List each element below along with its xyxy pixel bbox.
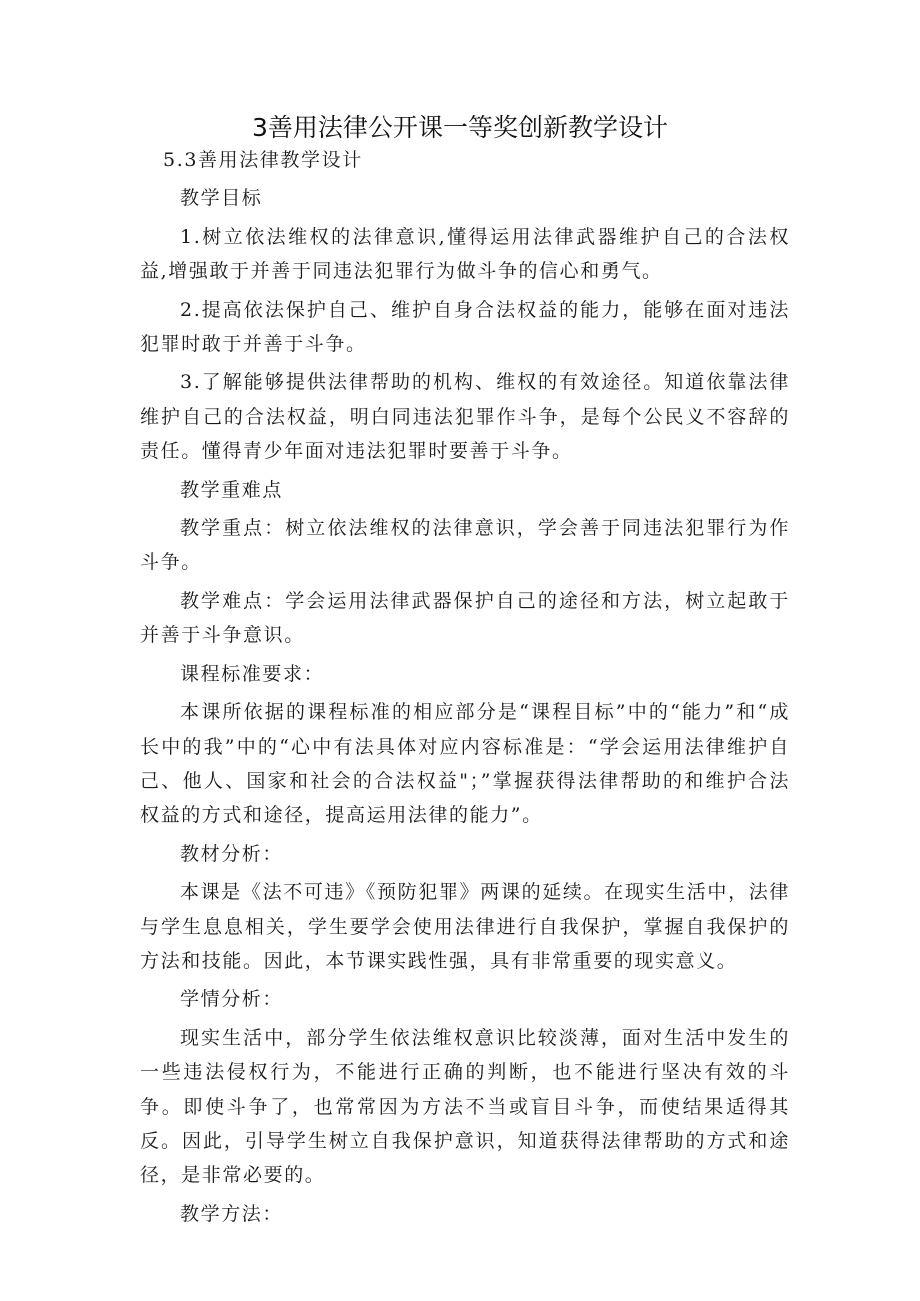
textbook-heading: 教材分析： <box>180 842 284 865</box>
textbook-text: 本课是《法不可违》《预防犯罪》两课的延续。在现实生活中，法律与学生息息相关，学生要学会使用法律进行自我保护，掌握自我保护的方法和技能。因此，本节课实践性强，具有非常重要的现实意义。 <box>140 881 790 972</box>
students-text: 现实生活中，部分学生依法维权意识比较淡薄，面对生活中发生的一些违法侵权行为，不能进行正确的判断，也不能进行坚决有效的斗争。即使斗争了，也常常因为方法不当或盲目斗争，而使结果适得其反。因此，引导学生树立自我保护意识，知道获得法律帮助的方式和途径，是非常必要的。 <box>140 1026 790 1187</box>
objective-3: 3.了解能够提供法律帮助的机构、维权的有效途径。知道依靠法律维护自己的合法权益，明白同违法犯罪作斗争，是每个公民义不容辞的责任。懂得青少年面对违法犯罪时要善于斗争。 <box>140 371 790 463</box>
objective-1: 1.树立依法维权的法律意识,懂得运用法律武器维护自己的合法权益,增强敢于并善于同违法犯罪行为做斗争的信心和勇气。 <box>140 225 790 283</box>
standards-heading: 课程标准要求： <box>180 662 325 685</box>
document-subtitle: 5.3善用法律教学设计 <box>163 149 363 171</box>
methods-heading: 教学方法： <box>180 1202 284 1225</box>
key-points-heading: 教学重难点 <box>180 478 284 501</box>
difficult-point: 教学难点：学会运用法律武器保护自己的途径和方法，树立起敢于并善于斗争意识。 <box>140 589 790 647</box>
students-heading: 学情分析： <box>180 988 284 1011</box>
key-point: 教学重点：树立依法维权的法律意识，学会善于同违法犯罪行为作斗争。 <box>140 517 790 574</box>
document-body <box>140 143 790 1231</box>
document-title: 3善用法律公开课一等奖创新教学设计 <box>252 113 668 142</box>
standards-text: 本课所依据的课程标准的相应部分是“课程目标”中的“能力”和“成长中的我”中的“心中有法具体对应内容标准是：“学会运用法律维护自己、他人、国家和社会的合法权益"；”掌握获得法律帮助的和维护合法权益的方式和途径，提高运用法律的能力”。 <box>140 701 790 827</box>
objective-2: 2.提高依法保护自己、维护自身合法权益的能力，能够在面对违法犯罪时敢于并善于斗争。 <box>140 298 790 356</box>
objectives-heading: 教学目标 <box>180 187 263 210</box>
